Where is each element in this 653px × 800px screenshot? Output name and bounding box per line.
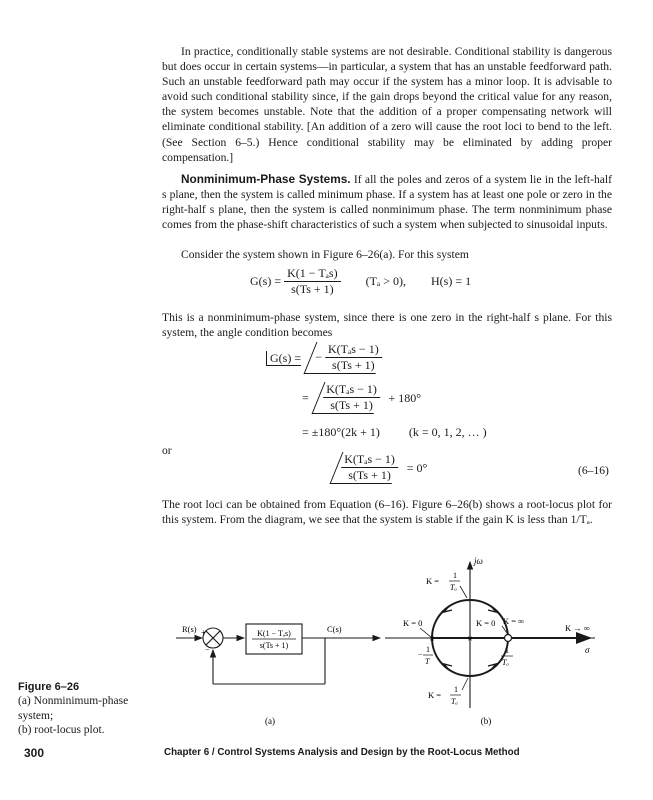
- k-inf-circle-label: K = ∞: [503, 616, 525, 626]
- k-bottom-one: 1: [454, 685, 458, 694]
- one-over-ta-ta: Tₐ: [502, 658, 509, 667]
- eq-fraction: [284, 266, 341, 297]
- equation-angle-line2: [302, 382, 421, 414]
- paragraph-conditional-stability: In practice, conditionally stable systems are not desirable. Conditional stability is dangerous but does occur in certain systems—in particular, a system that has an unstable feedforward path. Such an unstable feedforward path may occur if the system has a minor loop. It is advisable to avoid such conditional stability since, if the gain drops beyond the critical value for any reason, the system becomes unstable. Note that the addition of a proper compensating network will eliminate conditional stability. [An addition of a zero will cause the root loci to bend to the left. (See Section 6–5.) Hence conditional stability may be eliminated by adding proper compensation.]: [162, 45, 612, 164]
- k-top-one: 1: [453, 571, 457, 580]
- block-input-label: R(s): [182, 624, 197, 634]
- root-locus-plot: [385, 562, 595, 708]
- paragraph-consider-system: Consider the system shown in Figure 6–26(a). For this system: [181, 248, 469, 261]
- paragraph-root-loci: The root loci can be obtained from Equation (6–16). Figure 6–26(b) shows a root-locus plot for this system. From the diagram, we see that the system is stable if the gain K is less than 1/Tₐ.: [162, 498, 612, 527]
- eq-condition: (Tₐ > 0),: [365, 274, 406, 288]
- neg-one-over-t-one: 1: [426, 645, 430, 654]
- minus-sign: −: [205, 645, 210, 654]
- angle-minus-sign: −: [315, 350, 323, 364]
- angle-den-1: s(Ts + 1): [325, 357, 382, 373]
- eq-lhs: G(s) =: [250, 274, 282, 288]
- caption-line-b: (b) root-locus plot.: [18, 723, 105, 736]
- angle-fraction-3: [341, 452, 398, 483]
- eq616-zero-degrees: = 0°: [406, 460, 428, 475]
- paragraph-angle-condition-intro: This is a nonminimum-phase system, since there is one zero in the right-half s plane. For this system, the angle condition becomes: [162, 311, 612, 340]
- angle-equals-2: =: [302, 390, 309, 405]
- angle-num-1: K(Tₐs − 1): [328, 342, 379, 356]
- figure-number: Figure 6–26: [18, 681, 80, 693]
- word-or: or: [162, 444, 172, 457]
- k-top-ta: Tₐ: [450, 583, 457, 592]
- block-denominator: s(Ts + 1): [259, 641, 289, 650]
- eq-denominator: s(Ts + 1): [284, 281, 341, 297]
- equation-6-16: [330, 452, 427, 484]
- angle-fraction-1: [325, 342, 382, 373]
- ktop-pointer: [460, 586, 467, 598]
- block-output-label: C(s): [327, 624, 342, 634]
- angle-general-solution: = ±180°(2k + 1): [302, 425, 380, 439]
- eq-numerator: K(1 − Tₐs): [287, 266, 338, 280]
- equation-angle-line1: [266, 342, 382, 374]
- k-top-label: K =: [426, 576, 440, 586]
- angle-den-3: s(Ts + 1): [341, 467, 398, 483]
- angle-num-3: K(Tₐs − 1): [344, 452, 395, 466]
- figure-caption: [18, 680, 158, 737]
- paragraph-nonminimum-phase: [162, 172, 612, 232]
- k-inf-right-label: K → ∞: [565, 623, 590, 633]
- neg-one-over-t-t: T: [425, 657, 430, 666]
- kbottom-pointer: [462, 678, 468, 690]
- label-a: (a): [265, 716, 275, 726]
- page-number: 300: [24, 746, 45, 760]
- angle-lhs: G(s) =: [266, 351, 301, 366]
- pole-origin-marker: ×: [467, 634, 473, 645]
- k-bottom-ta: Tₐ: [451, 697, 458, 706]
- angle-k-values: (k = 0, 1, 2, … ): [408, 425, 487, 439]
- jw-label: jω: [474, 556, 483, 566]
- chapter-running-foot: Chapter 6 / Control Systems Analysis and Design by the Root-Locus Method: [164, 747, 520, 758]
- k-bottom-label: K =: [428, 690, 442, 700]
- equation-angle-line3: [302, 425, 487, 440]
- equation-number-6-16: (6–16): [578, 464, 609, 477]
- sigma-label: σ: [585, 645, 590, 655]
- angle-bracket-3: [330, 452, 405, 484]
- neg-one-over-t-minus: −: [418, 650, 423, 659]
- eq-feedback: H(s) = 1: [430, 274, 472, 288]
- block-numerator: K(1 − Tₐs): [257, 629, 291, 638]
- section-run-head: Nonminimum-Phase Systems.: [181, 172, 351, 186]
- paragraph-nonminimum-body: If all the poles and zeros of a system lie in the left-half s plane, then the system is called minimum phase. If a system has at least one pole or zero in the right-half s plane, then the system is called nonminimum phase. The term nonminimum phase comes from the phase-shift characteristics of such a system when subjected to sinusoidal inputs.: [162, 173, 612, 232]
- angle-plus-180: + 180°: [388, 390, 422, 405]
- zero-marker: [505, 635, 512, 642]
- equation-transfer-function: [250, 266, 471, 297]
- k0-left-label: K = 0: [403, 618, 423, 628]
- angle-bracket-2: [311, 382, 386, 414]
- k0-right-label: K = 0: [476, 618, 496, 628]
- caption-line-a: (a) Nonminimum-phase system;: [18, 695, 129, 722]
- angle-bracket-1: [304, 342, 388, 374]
- angle-den-2: s(Ts + 1): [323, 397, 380, 413]
- one-over-ta-one: 1: [505, 646, 509, 655]
- label-b: (b): [480, 716, 492, 726]
- angle-fraction-2: [323, 382, 380, 413]
- plus-sign: +: [201, 628, 206, 637]
- pole-left-marker: ×: [429, 634, 435, 645]
- angle-num-2: K(Tₐs − 1): [325, 382, 377, 396]
